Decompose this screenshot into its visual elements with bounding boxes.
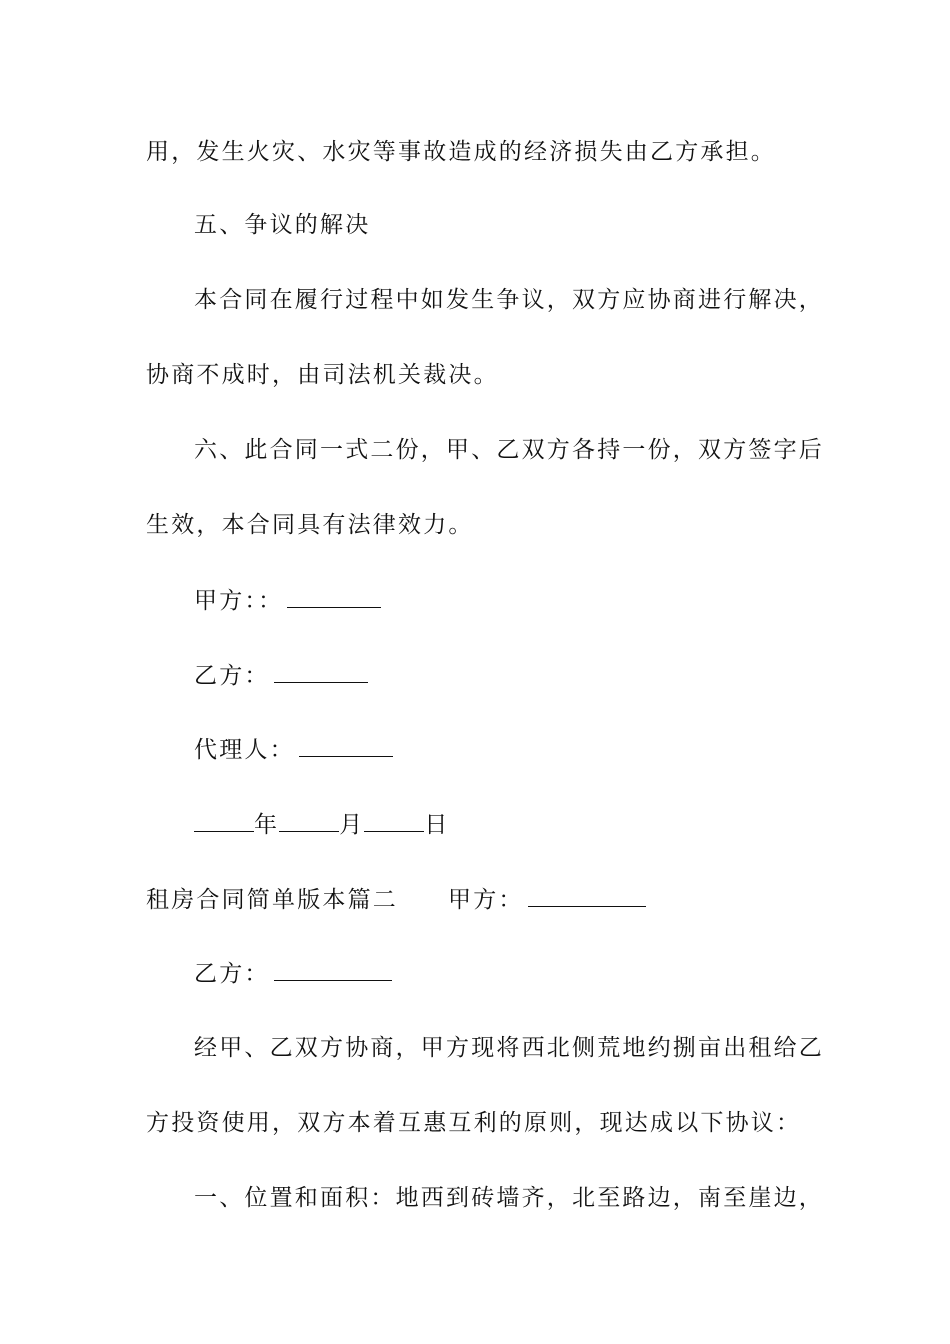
party-b-label-2: 乙方： — [194, 961, 270, 987]
day-label: 日 — [424, 812, 450, 838]
month-blank — [279, 809, 339, 832]
party-b-blank — [274, 660, 368, 683]
party-a-blank-2 — [528, 884, 646, 907]
party-a-blank — [287, 585, 381, 608]
paragraph-line: 一、位置和面积：地西到砖墙齐，北至路边，南至崖边， — [194, 1185, 824, 1211]
party-a-signature-line — [194, 585, 874, 616]
paragraph-line: 六、此合同一式二份，甲、乙双方各持一份，双方签字后 — [194, 437, 824, 463]
year-label: 年 — [254, 812, 280, 838]
paragraph-line: 生效，本合同具有法律效力。 — [146, 512, 474, 538]
paragraph-line: 经甲、乙双方协商，甲方现将西北侧荒地约捌亩出租给乙 — [194, 1035, 824, 1061]
paragraph-line: 本合同在履行过程中如发生争议，双方应协商进行解决， — [194, 287, 824, 313]
paragraph-line: 用，发生火灾、水灾等事故造成的经济损失由乙方承担。 — [146, 139, 776, 165]
section-title-line — [146, 884, 826, 915]
paragraph-line: 方投资使用，双方本着互惠互利的原则，现达成以下协议： — [146, 1110, 802, 1136]
section-title: 租房合同简单版本篇二 — [146, 887, 398, 913]
agent-blank — [299, 734, 393, 757]
party-a-label: 甲方：： — [194, 588, 284, 614]
party-a-label-2: 甲方： — [448, 887, 524, 913]
date-line — [194, 809, 874, 840]
agent-label: 代理人： — [194, 737, 295, 763]
year-blank — [194, 809, 254, 832]
party-b-blank-2 — [274, 958, 392, 981]
party-b-signature-line-2 — [194, 958, 874, 989]
month-label: 月 — [339, 812, 365, 838]
paragraph-line: 协商不成时，由司法机关裁决。 — [146, 362, 499, 388]
section-heading: 五、争议的解决 — [194, 212, 371, 238]
day-blank — [364, 809, 424, 832]
party-b-label: 乙方： — [194, 663, 270, 689]
agent-signature-line — [194, 734, 874, 765]
party-b-signature-line — [194, 660, 874, 691]
